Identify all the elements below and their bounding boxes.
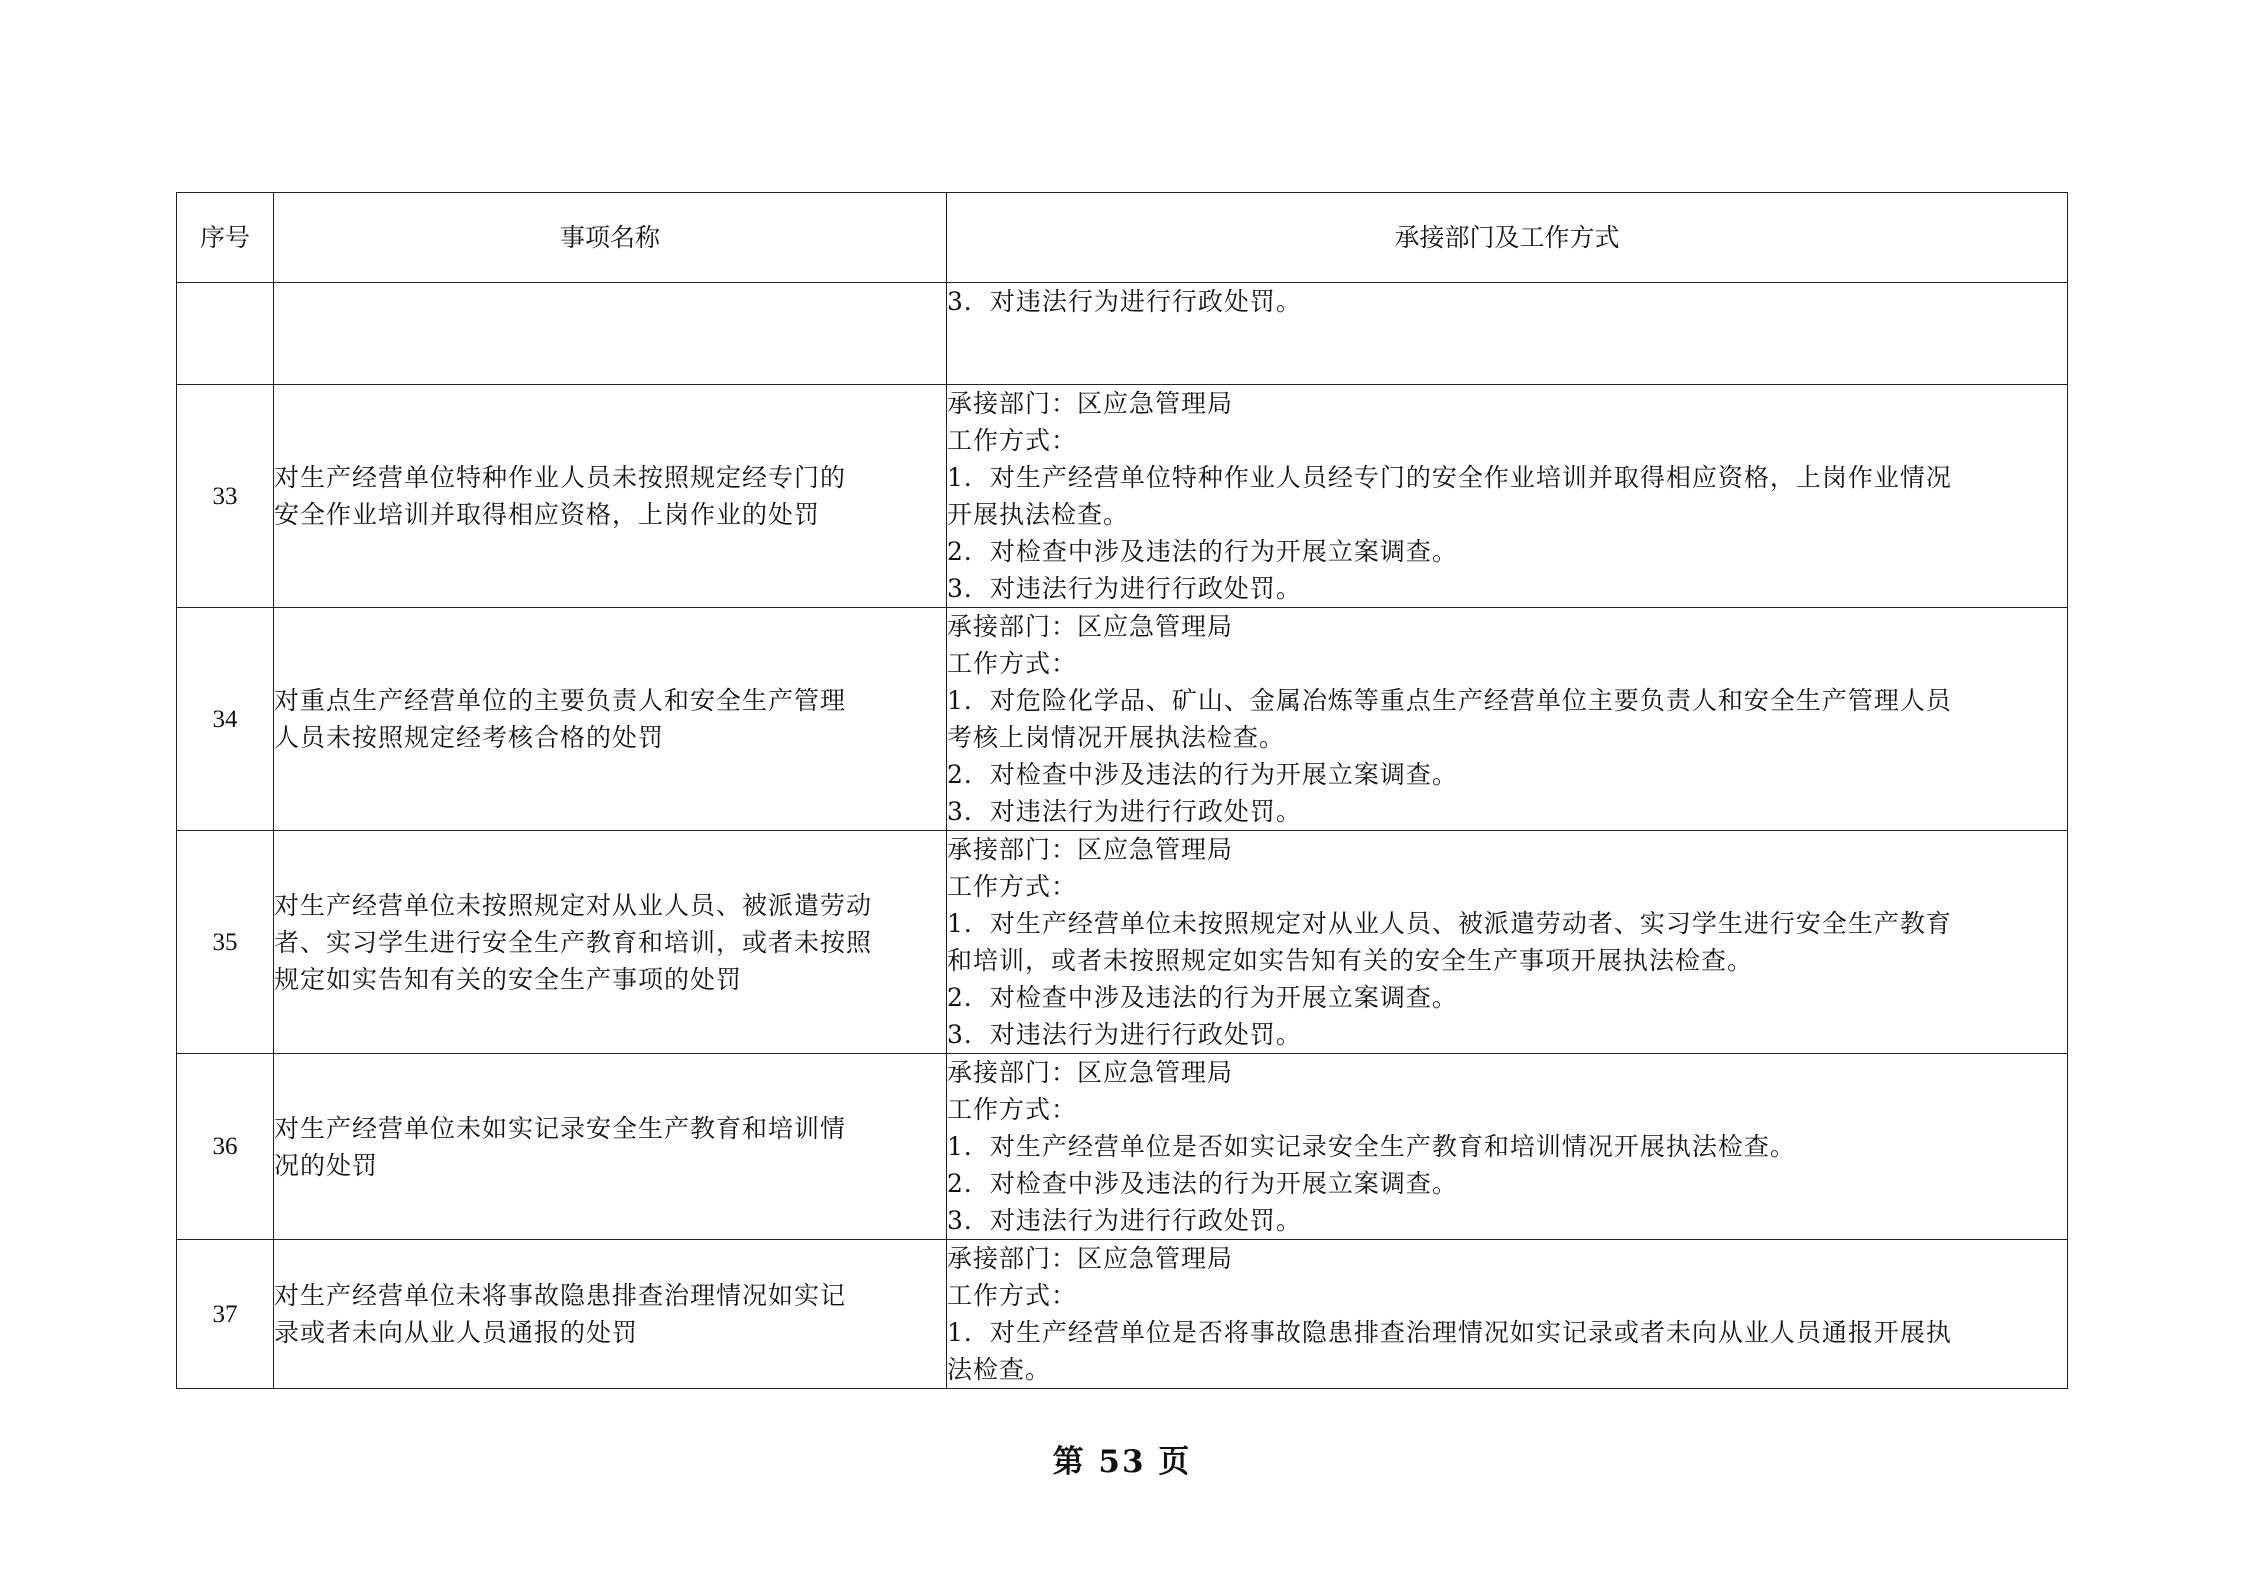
detail-line: 1．对生产经营单位是否将事故隐患排查治理情况如实记录或者未向从业人员通报开展执 — [947, 1318, 1952, 1347]
table-row — [177, 1240, 2068, 1389]
item-name-cell — [274, 608, 947, 831]
table-row — [177, 608, 2068, 831]
detail-line: 承接部门：区应急管理局 — [947, 1244, 1234, 1273]
item-name-line: 录或者未向从业人员通报的处罚 — [274, 1318, 639, 1347]
row-number: 34 — [177, 608, 274, 831]
department-method-cell — [947, 385, 2068, 608]
detail-line: 1．对生产经营单位特种作业人员经专门的安全作业培训并取得相应资格，上岗作业情况 — [947, 463, 1952, 492]
detail-line: 承接部门：区应急管理局 — [947, 612, 1234, 641]
item-name-line: 规定如实告知有关的安全生产事项的处罚 — [274, 964, 743, 994]
detail-line: 工作方式： — [947, 1281, 1078, 1310]
detail-line: 工作方式： — [947, 426, 1078, 455]
row-number: 36 — [177, 1054, 274, 1240]
row-number: 33 — [177, 385, 274, 608]
detail-line: 2．对检查中涉及违法的行为开展立案调查。 — [947, 983, 1458, 1012]
detail-line: 2．对检查中涉及违法的行为开展立案调查。 — [947, 537, 1458, 566]
detail-line: 承接部门：区应急管理局 — [947, 389, 1234, 418]
table-row — [177, 283, 2068, 385]
detail-line: 2．对检查中涉及违法的行为开展立案调查。 — [947, 760, 1458, 789]
detail-line: 开展执法检查。 — [947, 500, 1130, 529]
detail-line: 承接部门：区应急管理局 — [947, 1058, 1234, 1087]
item-name-cell — [274, 1240, 947, 1389]
item-name-line: 对生产经营单位未将事故隐患排查治理情况如实记 — [274, 1281, 847, 1310]
item-name-line: 对生产经营单位未如实记录安全生产教育和培训情 — [274, 1113, 847, 1143]
detail-line: 工作方式： — [947, 872, 1078, 901]
item-name-line: 对重点生产经营单位的主要负责人和安全生产管理 — [274, 686, 847, 715]
detail-line: 工作方式： — [947, 649, 1078, 678]
department-method-cell — [947, 1240, 2068, 1389]
item-name-cell — [274, 283, 947, 385]
department-method-cell — [947, 283, 2068, 385]
table-row — [177, 831, 2068, 1054]
detail-line: 3．对违法行为进行行政处罚。 — [947, 574, 1302, 603]
page-number: 第 53 页 — [1052, 1444, 1192, 1480]
item-name-line: 对生产经营单位特种作业人员未按照规定经专门的 — [274, 463, 847, 492]
department-method-cell — [947, 608, 2068, 831]
item-name-line: 况的处罚 — [274, 1150, 379, 1180]
table-row — [177, 385, 2068, 608]
header-item-name: 事项名称 — [274, 193, 947, 283]
detail-line: 法检查。 — [947, 1355, 1052, 1384]
detail-line: 1．对生产经营单位是否如实记录安全生产教育和培训情况开展执法检查。 — [947, 1132, 1796, 1161]
detail-line: 1．对生产经营单位未按照规定对从业人员、被派遣劳动者、实习学生进行安全生产教育 — [947, 909, 1952, 938]
row-number: 37 — [177, 1240, 274, 1389]
detail-line: 3．对违法行为进行行政处罚。 — [947, 797, 1302, 826]
detail-line: 2．对检查中涉及违法的行为开展立案调查。 — [947, 1169, 1458, 1198]
row-number: 35 — [177, 831, 274, 1054]
item-name-line: 安全作业培训并取得相应资格，上岗作业的处罚 — [274, 500, 821, 529]
items-table — [176, 192, 2068, 1389]
department-method-cell — [947, 1054, 2068, 1240]
header-department-method: 承接部门及工作方式 — [947, 193, 2068, 283]
item-name-line: 者、实习学生进行安全生产教育和培训，或者未按照 — [274, 927, 873, 957]
detail-line: 3．对违法行为进行行政处罚。 — [947, 287, 1302, 316]
row-number — [177, 283, 274, 385]
detail-line: 考核上岗情况开展执法检查。 — [947, 723, 1286, 752]
header-seq: 序号 — [177, 193, 274, 283]
item-name-line: 对生产经营单位未按照规定对从业人员、被派遣劳动 — [274, 890, 873, 920]
item-name-cell — [274, 831, 947, 1054]
detail-line: 承接部门：区应急管理局 — [947, 835, 1234, 864]
detail-line: 3．对违法行为进行行政处罚。 — [947, 1020, 1302, 1049]
detail-line: 3．对违法行为进行行政处罚。 — [947, 1206, 1302, 1235]
header-row — [177, 193, 2068, 283]
item-name-cell — [274, 1054, 947, 1240]
department-method-cell — [947, 831, 2068, 1054]
table-row — [177, 1054, 2068, 1240]
detail-line: 工作方式： — [947, 1095, 1078, 1124]
detail-line: 和培训，或者未按照规定如实告知有关的安全生产事项开展执法检查。 — [947, 946, 1754, 975]
item-name-cell — [274, 385, 947, 608]
detail-line: 1．对危险化学品、矿山、金属冶炼等重点生产经营单位主要负责人和安全生产管理人员 — [947, 686, 1952, 715]
item-name-line: 人员未按照规定经考核合格的处罚 — [274, 723, 665, 752]
